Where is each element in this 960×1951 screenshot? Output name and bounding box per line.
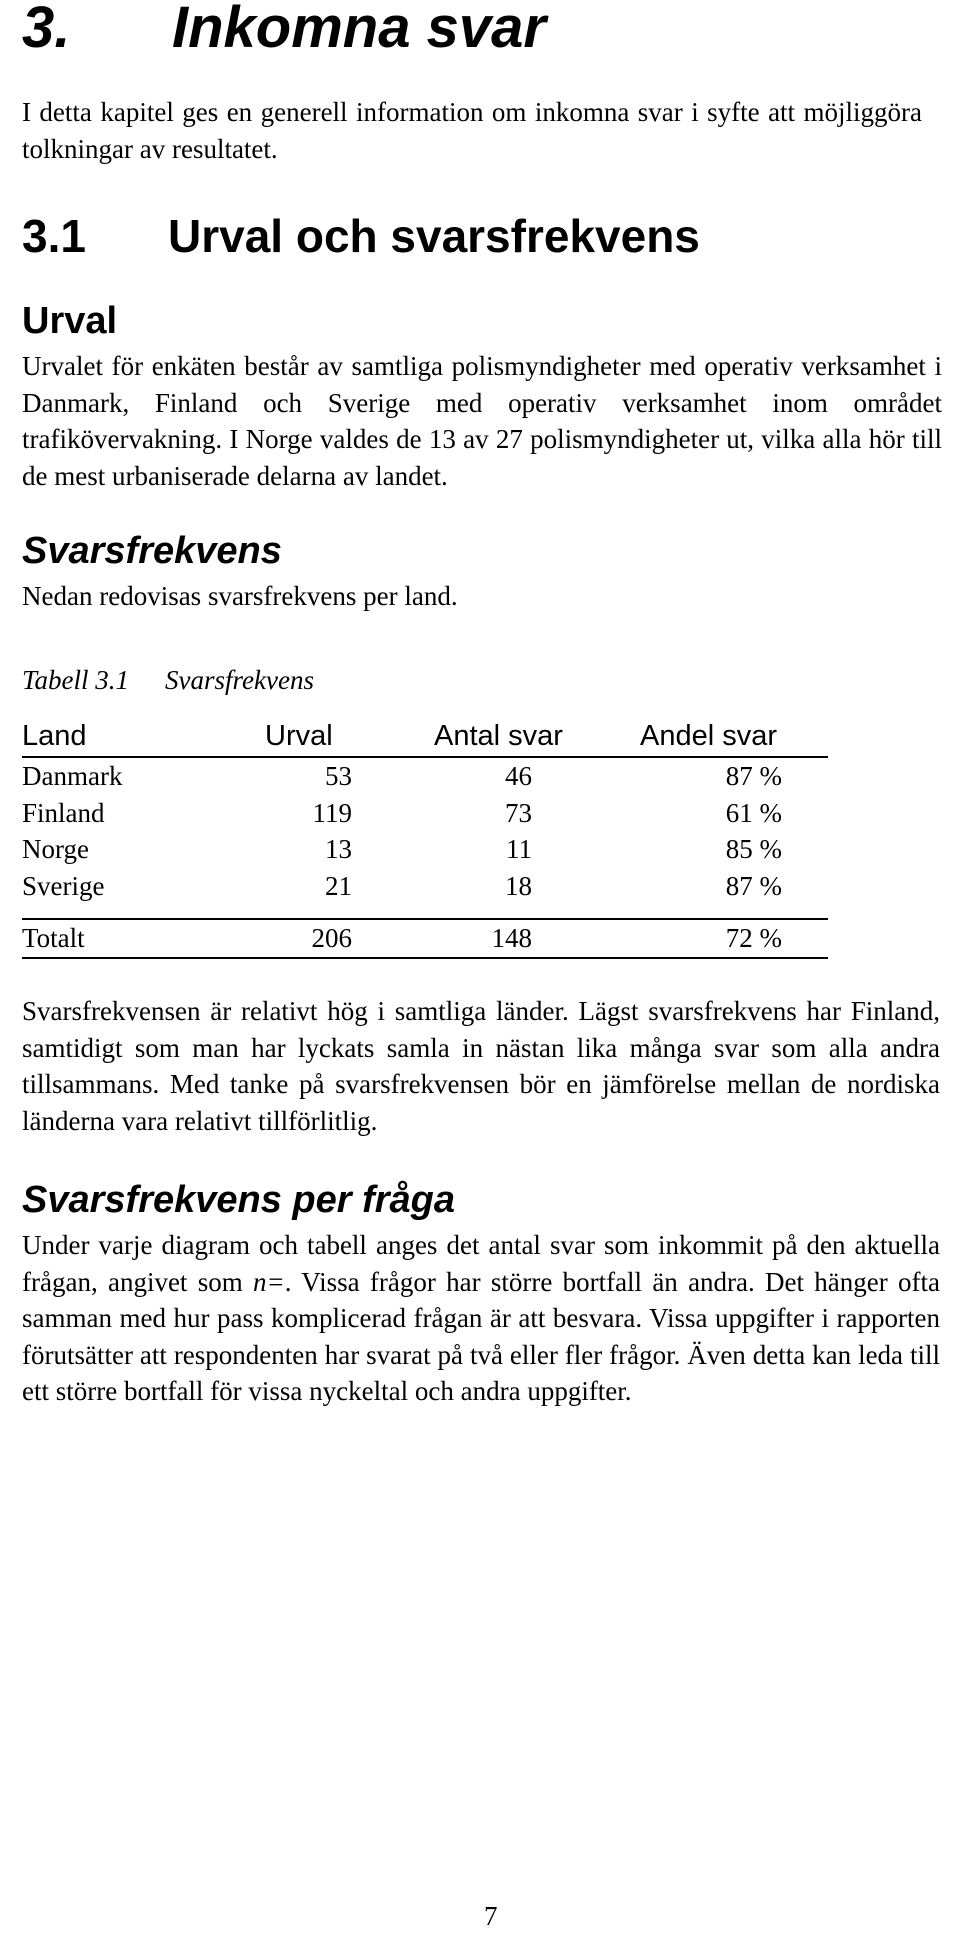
n-symbol: n= (252, 1266, 285, 1297)
cell-total-label: Totalt (22, 923, 85, 953)
table-caption (22, 662, 314, 698)
table-row (22, 795, 828, 832)
cell-urval: 53 (325, 761, 352, 791)
cell-total-andel-svar: 72 % (725, 923, 782, 953)
table-caption-number: Tabell 3.1 (22, 665, 130, 695)
urval-paragraph: Urvalet för enkäten består av samtliga polismyndigheter med operativ verksamhet i Danmark, Finland och Sverige med operativ verksamhet inom området trafikövervakning. I Norge valdes de 13 av 27 polismyndigheter ut, vilka alla hör till de mest urbaniserade delarna av landet. (22, 351, 942, 491)
chapter-title: Inkomna svar (172, 0, 546, 60)
chapter-heading (22, 0, 546, 62)
table-header-row (22, 716, 828, 756)
table-row (22, 831, 828, 868)
cell-andel-svar: 87 % (725, 761, 782, 791)
table-caption-title: Svarsfrekvens (165, 665, 314, 695)
table-total-row (22, 920, 828, 957)
page-number: 7 (484, 1901, 498, 1931)
cell-urval: 21 (325, 870, 352, 901)
table-commentary-paragraph: Svarsfrekvensen är relativt hög i samtliga länder. Lägst svarsfrekvens har Finland, samtidigt som man har lyckats samla in nästan lika många svar som alla andra tillsammans. Med tanke på svarsfrekvensen bör en jämförelse mellan de nordiska länderna vara relativt tillförlitlig. (22, 996, 940, 1136)
cell-land: Finland (22, 797, 105, 828)
column-header-urval: Urval (265, 720, 333, 752)
svarsfrekvens-paragraph: Nedan redovisas svarsfrekvens per land. (22, 581, 458, 611)
cell-land: Danmark (22, 761, 123, 791)
cell-total-antal-svar: 148 (491, 923, 532, 953)
cell-total-urval: 206 (311, 923, 352, 953)
section-heading (22, 208, 700, 264)
urval-heading: Urval (22, 300, 118, 342)
cell-antal-svar: 46 (505, 761, 532, 791)
per-fraga-text-part1: Under varje diagram och tabell anges det antal svar som inkommit på den aktuella frågan, angivet som (22, 1230, 940, 1297)
cell-land: Norge (22, 834, 89, 864)
cell-antal-svar: 18 (505, 870, 532, 901)
column-header-land: Land (22, 720, 87, 752)
cell-antal-svar: 11 (506, 834, 532, 864)
column-header-andel-svar: Andel svar (640, 720, 778, 752)
svarsfrekvens-heading: Svarsfrekvens (22, 530, 282, 572)
table-row (22, 758, 828, 795)
column-header-antal-svar: Antal svar (434, 720, 563, 752)
cell-antal-svar: 73 (505, 797, 532, 828)
chapter-number: 3. (22, 0, 71, 60)
per-fraga-text-part2: . Vissa frågor har större bortfall än andra. Det hänger ofta samman med hur pass komplicerad frågan är att besvara. Vissa uppgifter i rapporten förutsätter att respondenten har svarat på två eller fler frågor. Även detta kan leda till ett större bortfall för vissa nyckeltal och andra uppgifter. (22, 1266, 940, 1406)
cell-urval: 13 (325, 834, 352, 864)
response-rate-table (22, 716, 828, 959)
cell-land: Sverige (22, 870, 105, 901)
table-spacer (22, 904, 828, 918)
per-fraga-heading: Svarsfrekvens per fråga (22, 1179, 456, 1221)
cell-andel-svar: 85 % (725, 834, 782, 864)
cell-urval: 119 (312, 797, 352, 828)
chapter-intro: I detta kapitel ges en generell information om inkomna svar i syfte att möjliggöra tolkningar av resultatet. (22, 97, 922, 164)
section-title: Urval och svarsfrekvens (168, 210, 700, 262)
table-row (22, 868, 828, 905)
table-total-rule-bottom (22, 957, 828, 959)
per-fraga-paragraph (22, 1227, 940, 1410)
section-number: 3.1 (22, 210, 86, 262)
cell-andel-svar: 61 % (725, 797, 782, 828)
cell-andel-svar: 87 % (725, 870, 782, 901)
